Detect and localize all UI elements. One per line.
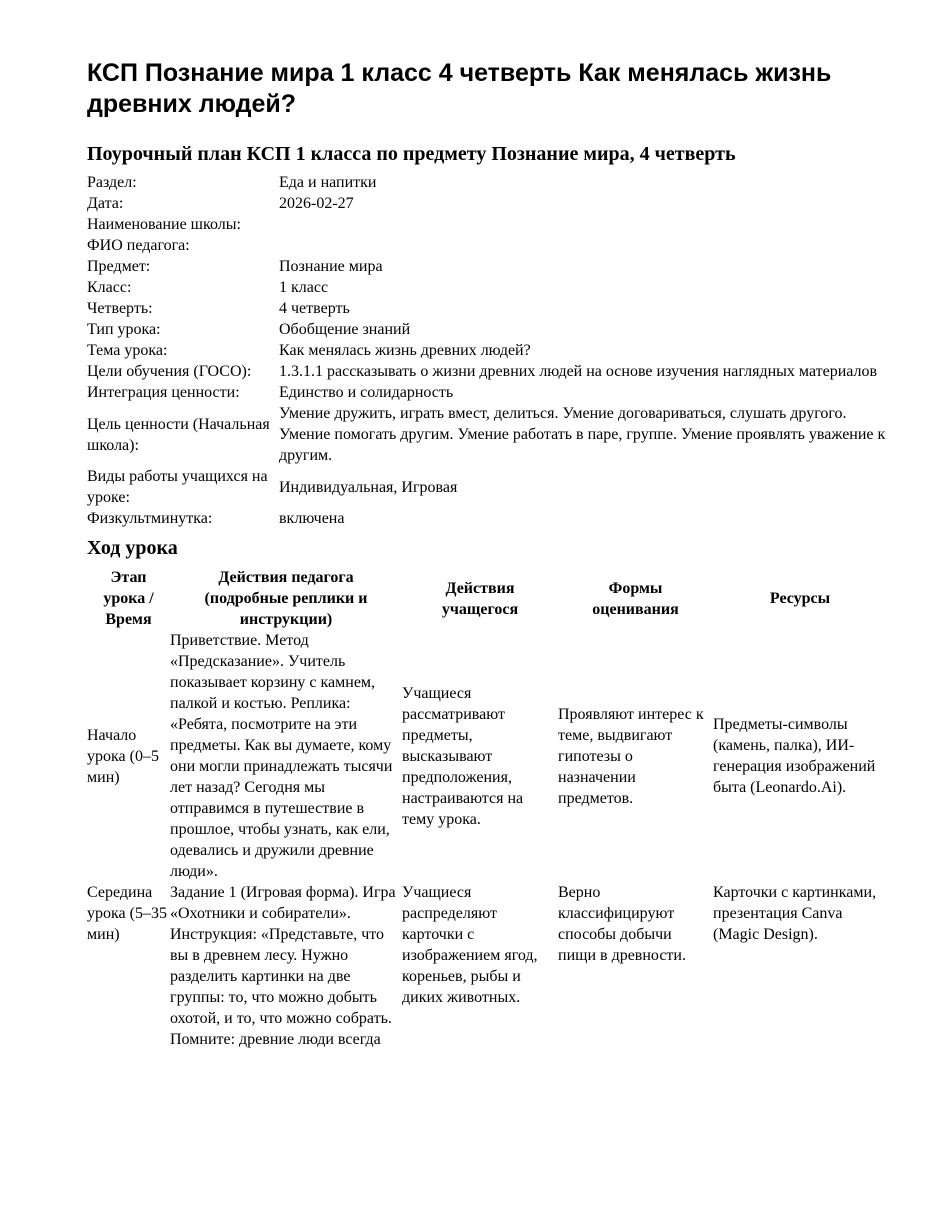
lesson-table-header-row bbox=[87, 567, 887, 630]
info-label: Наименование школы: bbox=[87, 216, 241, 233]
info-row bbox=[87, 403, 887, 466]
plan-subtitle: Поурочный план КСП 1 класса по предмету Познание мира, 4 четверть bbox=[87, 143, 736, 165]
stage-cell: Начало урока (0–5 мин) bbox=[87, 726, 159, 786]
info-value: Индивидуальная, Игровая bbox=[279, 478, 458, 496]
info-row bbox=[87, 235, 887, 256]
header-assessment: Формы оценивания bbox=[592, 579, 679, 618]
info-value: Единство и солидарность bbox=[279, 384, 454, 401]
info-value: включена bbox=[279, 510, 345, 527]
info-row bbox=[87, 172, 887, 193]
info-label: Четверть: bbox=[87, 300, 153, 317]
table-row bbox=[87, 630, 887, 882]
info-label: Класс: bbox=[87, 279, 132, 296]
info-label: Предмет: bbox=[87, 258, 151, 275]
info-row bbox=[87, 340, 887, 361]
lesson-info-table bbox=[87, 172, 887, 529]
info-value: Познание мира bbox=[279, 258, 383, 275]
info-value: Умение дружить, играть вмест, делиться. Умение договариваться, слушать другого. Умение помогать другим. Умение работать в паре, группе. Умение проявлять уважение к другим. bbox=[279, 405, 886, 464]
teacher-actions-cell: Задание 1 (Игровая форма). Игра «Охотники и собиратели». Инструкция: «Представьте, что вы в древнем лесу. Нужно разделить картинки на две группы: то, что можно добыть охотой, и то, что можно собрать. Помните: древние люди всегда bbox=[170, 884, 396, 1048]
info-label: Интеграция ценности: bbox=[87, 384, 240, 401]
document-title: КСП Познание мира 1 класс 4 четверть Как менялась жизнь древних людей? bbox=[87, 59, 832, 118]
info-label: Цели обучения (ГОСО): bbox=[87, 363, 252, 380]
student-actions-cell: Учащиеся распределяют карточки с изображением ягод, кореньев, рыбы и диких животных. bbox=[402, 884, 538, 1006]
lesson-flow-table bbox=[87, 567, 887, 1050]
document-page bbox=[87, 58, 887, 1050]
info-row bbox=[87, 508, 887, 529]
student-actions-cell: Учащиеся рассматривают предметы, высказывают предположения, настраиваются на тему урока. bbox=[402, 684, 524, 828]
info-row bbox=[87, 466, 887, 508]
info-value bbox=[279, 214, 887, 235]
resources-cell: Предметы-символы (камень, палка), ИИ-генерация изображений быта (Leonardo.Ai). bbox=[713, 716, 876, 796]
info-label: Виды работы учащихся на уроке: bbox=[87, 468, 268, 506]
info-row bbox=[87, 193, 887, 214]
info-value: 2026-02-27 bbox=[279, 195, 354, 212]
info-row bbox=[87, 361, 887, 382]
info-value: 1 класс bbox=[279, 279, 329, 296]
teacher-actions-cell: Приветствие. Метод «Предсказание». Учитель показывает корзину с камнем, палкой и костью. Реплика: «Ребята, посмотрите на эти предметы. Как вы думаете, кому они могли принадлежать тысячи лет назад? Сегодня мы отправимся в путешествие в прошлое, чтобы узнать, как ели, одевались и дружили древние люди». bbox=[170, 632, 393, 880]
info-value bbox=[279, 235, 887, 256]
assessment-cell: Проявляют интерес к теме, выдвигают гипотезы о назначении предметов. bbox=[558, 705, 704, 807]
resources-cell: Карточки с картинками, презентация Canva (Magic Design). bbox=[713, 884, 877, 943]
info-label: ФИО педагога: bbox=[87, 237, 190, 254]
assessment-cell: Верно классифицируют способы добычи пищи в древности. bbox=[558, 884, 686, 964]
info-label: Физкультминутка: bbox=[87, 510, 213, 527]
info-label: Тип урока: bbox=[87, 321, 161, 338]
info-value: Обобщение знаний bbox=[279, 321, 411, 338]
info-label: Цель ценности (Начальная школа): bbox=[87, 415, 270, 454]
info-value: Как менялась жизнь древних людей? bbox=[279, 342, 531, 359]
lesson-flow-heading: Ход урока bbox=[87, 537, 178, 559]
header-teacher-actions: Действия педагога (подробные реплики и инструкции) bbox=[204, 569, 368, 628]
info-value: 1.3.1.1 рассказывать о жизни древних людей на основе изучения наглядных материалов bbox=[279, 363, 878, 380]
info-value: 4 четверть bbox=[279, 300, 350, 317]
info-row bbox=[87, 277, 887, 298]
info-label: Дата: bbox=[87, 195, 124, 212]
info-label: Раздел: bbox=[87, 174, 137, 191]
stage-cell: Середина урока (5–35 мин) bbox=[87, 884, 167, 943]
info-row bbox=[87, 319, 887, 340]
info-row bbox=[87, 214, 887, 235]
header-student-actions: Действия учащегося bbox=[441, 579, 519, 618]
table-row bbox=[87, 882, 887, 1050]
info-value: Еда и напитки bbox=[279, 174, 377, 191]
header-stage: Этап урока / Время bbox=[103, 569, 154, 628]
info-row bbox=[87, 256, 887, 277]
header-resources: Ресурсы bbox=[769, 590, 831, 607]
info-row bbox=[87, 382, 887, 403]
info-row bbox=[87, 298, 887, 319]
info-label: Тема урока: bbox=[87, 342, 168, 359]
